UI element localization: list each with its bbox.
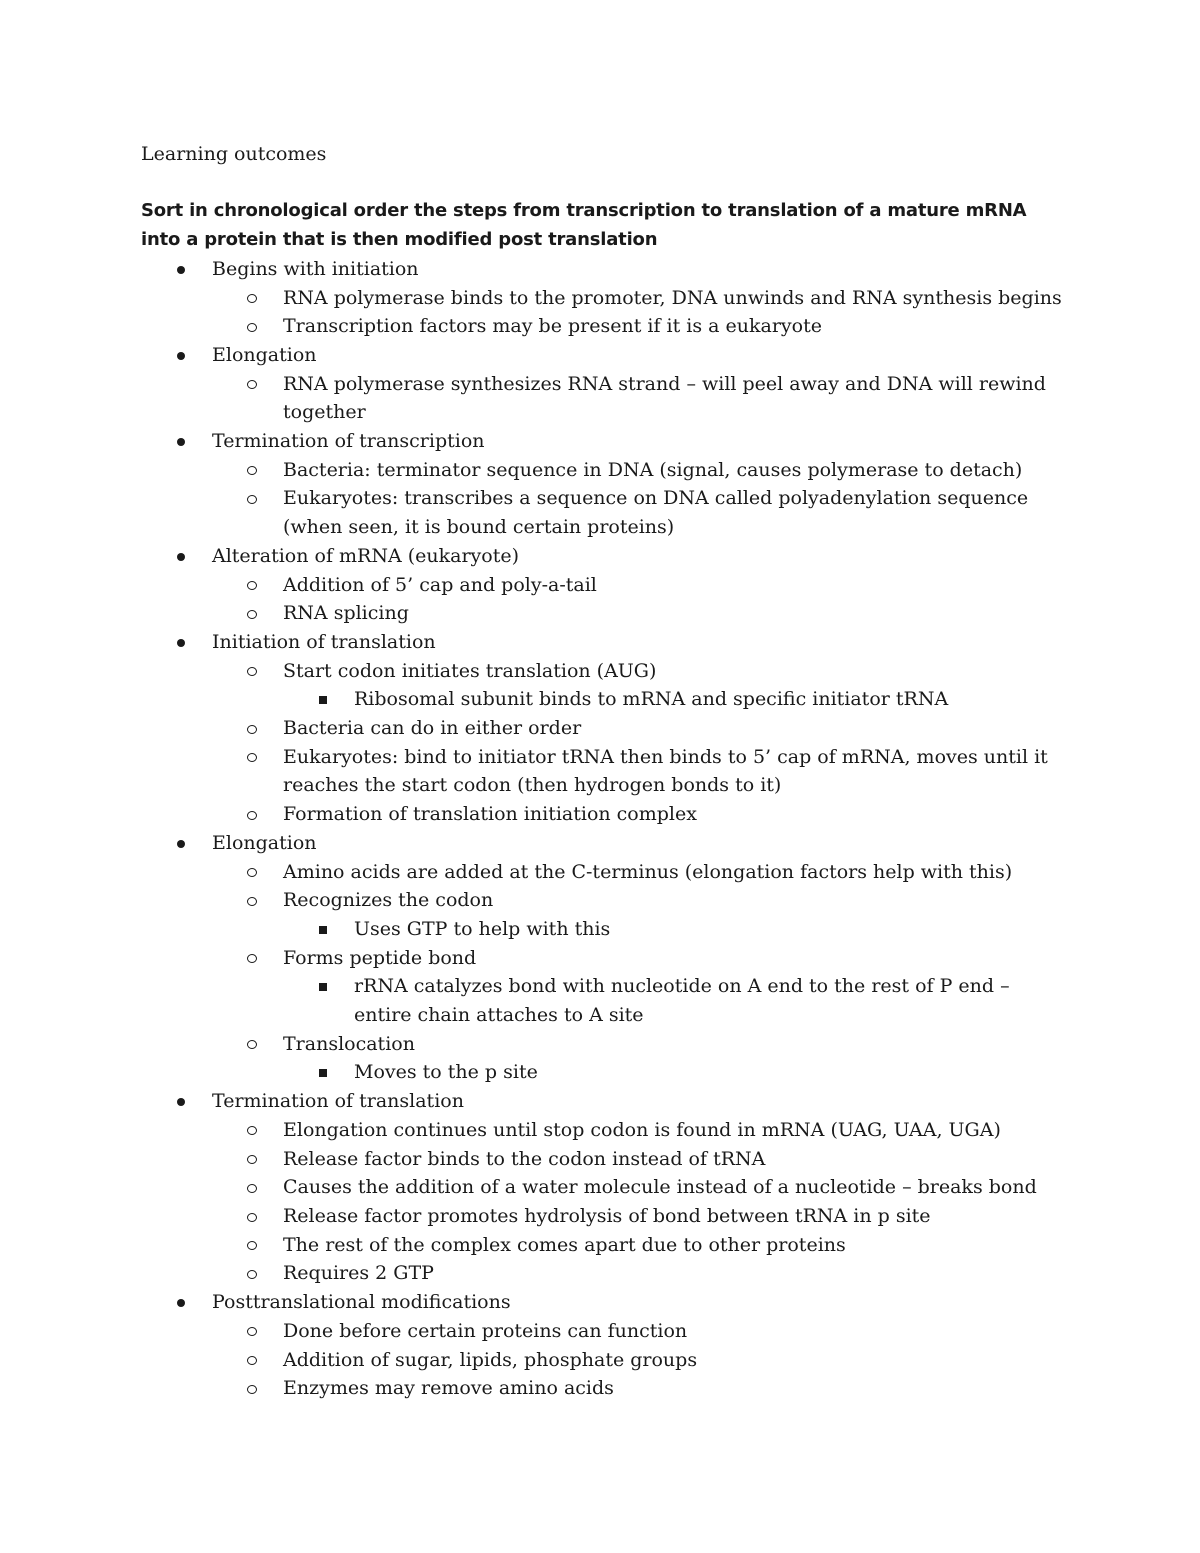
step-item-text: Termination of translation	[212, 1090, 464, 1113]
detail-item	[212, 714, 1071, 743]
bullet-circle-icon	[242, 456, 262, 485]
sub-detail-item	[283, 685, 1071, 714]
bullet-circle-icon	[242, 1231, 262, 1260]
detail-item-text: Done before certain proteins can function	[283, 1319, 688, 1342]
detail-item	[212, 312, 1071, 341]
step-detail-list	[212, 370, 1071, 427]
detail-item-text: Translocation	[283, 1032, 415, 1055]
step-item-text: Alteration of mRNA (eukaryote)	[212, 544, 520, 567]
bullet-circle-icon	[242, 571, 262, 600]
detail-item	[212, 1231, 1071, 1260]
section-heading: Sort in chronological order the steps from transcription to translation of a mature mRNA into a protein that is then modified post translation	[141, 200, 1027, 251]
steps-list	[141, 255, 1071, 1403]
detail-item	[212, 1259, 1071, 1288]
detail-item-text: Bacteria can do in either order	[283, 717, 582, 740]
detail-item-text: Forms peptide bond	[283, 946, 477, 969]
bullet-dot-icon	[171, 628, 191, 657]
sub-detail-item	[283, 1058, 1071, 1087]
step-detail-list	[212, 657, 1071, 829]
detail-item-text: Release factor promotes hydrolysis of bond between tRNA in p site	[283, 1205, 931, 1227]
bullet-circle-icon	[242, 312, 262, 341]
step-detail-list	[212, 858, 1071, 1088]
bullet-dot-icon	[171, 255, 191, 284]
bullet-circle-icon	[242, 714, 262, 743]
detail-item	[212, 1030, 1071, 1087]
step-detail-list	[212, 571, 1071, 628]
detail-item	[212, 571, 1071, 600]
step-item	[141, 341, 1071, 427]
bullet-circle-icon	[242, 1346, 262, 1375]
detail-item	[212, 1374, 1071, 1403]
detail-item-text: RNA polymerase binds to the promoter, DNA unwinds and RNA synthesis begins	[283, 286, 1062, 309]
document-title: Learning outcomes	[141, 143, 327, 165]
detail-item	[212, 743, 1071, 800]
sub-detail-list	[283, 685, 1071, 714]
bullet-circle-icon	[242, 370, 262, 399]
sub-detail-item-text: Moves to the p site	[354, 1061, 538, 1084]
detail-item	[212, 800, 1071, 829]
detail-item	[212, 657, 1071, 714]
step-item-text: Initiation of translation	[212, 630, 436, 653]
detail-item-text: Causes the addition of a water molecule instead of a nucleotide – breaks bond	[283, 1176, 1037, 1199]
detail-item	[212, 944, 1071, 1030]
detail-item-text: RNA polymerase synthesizes RNA strand – will peel away and DNA will rewind together	[283, 372, 1046, 424]
detail-item	[212, 1317, 1071, 1346]
bullet-dot-icon	[171, 1288, 191, 1317]
step-detail-list	[212, 1317, 1071, 1403]
detail-item	[212, 1116, 1071, 1145]
sub-detail-item-text: Ribosomal subunit binds to mRNA and specific initiator tRNA	[354, 688, 949, 711]
step-detail-list	[212, 284, 1071, 341]
bullet-circle-icon	[242, 484, 262, 513]
sub-detail-item-text: rRNA catalyzes bond with nucleotide on A end to the rest of P end – entire chain attaches to A site	[354, 975, 1010, 1027]
detail-item	[212, 370, 1071, 427]
sub-detail-list	[283, 1058, 1071, 1087]
detail-item-text: Requires 2 GTP	[283, 1262, 434, 1285]
step-item-text: Elongation	[212, 831, 317, 854]
detail-item-text: Eukaryotes: bind to initiator tRNA then binds to 5’ cap of mRNA, moves until it reaches the start codon (then hydrogen bonds to it)	[283, 745, 1048, 797]
bullet-circle-icon	[242, 1145, 262, 1174]
bullet-circle-icon	[242, 1202, 262, 1231]
detail-item-text: Addition of 5’ cap and poly-a-tail	[283, 573, 597, 596]
bullet-circle-icon	[242, 1116, 262, 1145]
bullet-square-icon	[313, 972, 333, 1001]
sub-detail-item-text: Uses GTP to help with this	[354, 917, 611, 940]
bullet-circle-icon	[242, 599, 262, 628]
bullet-dot-icon	[171, 542, 191, 571]
step-item	[141, 427, 1071, 542]
detail-item-text: Eukaryotes: transcribes a sequence on DNA called polyadenylation sequence (when seen, it is bound certain proteins)	[283, 487, 1029, 539]
detail-item-text: Bacteria: terminator sequence in DNA (signal, causes polymerase to detach)	[283, 458, 1023, 481]
bullet-square-icon	[313, 915, 333, 944]
detail-item-text: Elongation continues until stop codon is found in mRNA (UAG, UAA, UGA)	[283, 1118, 1001, 1141]
detail-item	[212, 599, 1071, 628]
step-item-text: Begins with initiation	[212, 257, 419, 280]
detail-item-text: Addition of sugar, lipids, phosphate groups	[283, 1348, 698, 1371]
bullet-circle-icon	[242, 284, 262, 313]
bullet-dot-icon	[171, 427, 191, 456]
detail-item	[212, 858, 1071, 887]
bullet-circle-icon	[242, 1173, 262, 1202]
step-item-text: Posttranslational modifications	[212, 1291, 511, 1314]
bullet-circle-icon	[242, 1259, 262, 1288]
bullet-circle-icon	[242, 1374, 262, 1403]
step-item-text: Termination of transcription	[212, 430, 485, 453]
sub-detail-list	[283, 972, 1071, 1029]
detail-item	[212, 284, 1071, 313]
step-item	[141, 1288, 1071, 1403]
step-item	[141, 829, 1071, 1087]
bullet-dot-icon	[171, 341, 191, 370]
detail-item-text: Amino acids are added at the C-terminus (elongation factors help with this)	[283, 860, 1013, 883]
detail-item-text: Start codon initiates translation (AUG)	[283, 659, 657, 682]
sub-detail-list	[283, 915, 1071, 944]
detail-item-text: Enzymes may remove amino acids	[283, 1377, 614, 1400]
step-detail-list	[212, 1116, 1071, 1288]
step-item-text: Elongation	[212, 343, 317, 366]
bullet-circle-icon	[242, 886, 262, 915]
detail-item-text: RNA splicing	[283, 602, 409, 625]
detail-item	[212, 1202, 1071, 1231]
sub-detail-item	[283, 915, 1071, 944]
sub-detail-item	[283, 972, 1071, 1029]
detail-item	[212, 456, 1071, 485]
detail-item-text: Release factor binds to the codon instead of tRNA	[283, 1147, 766, 1170]
detail-item	[212, 484, 1071, 541]
step-detail-list	[212, 456, 1071, 542]
bullet-circle-icon	[242, 743, 262, 772]
bullet-circle-icon	[242, 944, 262, 973]
step-item	[141, 542, 1071, 628]
bullet-circle-icon	[242, 1317, 262, 1346]
bullet-circle-icon	[242, 1030, 262, 1059]
bullet-square-icon	[313, 1058, 333, 1087]
detail-item	[212, 886, 1071, 943]
bullet-circle-icon	[242, 800, 262, 829]
step-item	[141, 255, 1071, 341]
detail-item-text: The rest of the complex comes apart due to other proteins	[283, 1233, 846, 1256]
bullet-dot-icon	[171, 829, 191, 858]
step-item	[141, 628, 1071, 829]
detail-item	[212, 1346, 1071, 1375]
detail-item-text: Recognizes the codon	[283, 889, 494, 912]
detail-item-text: Formation of translation initiation complex	[283, 803, 697, 826]
detail-item	[212, 1145, 1071, 1174]
bullet-dot-icon	[171, 1087, 191, 1116]
step-item	[141, 1087, 1071, 1288]
bullet-square-icon	[313, 685, 333, 714]
bullet-circle-icon	[242, 657, 262, 686]
detail-item-text: Transcription factors may be present if it is a eukaryote	[283, 315, 822, 338]
document-body	[141, 140, 1071, 1403]
detail-item	[212, 1173, 1071, 1202]
bullet-circle-icon	[242, 858, 262, 887]
